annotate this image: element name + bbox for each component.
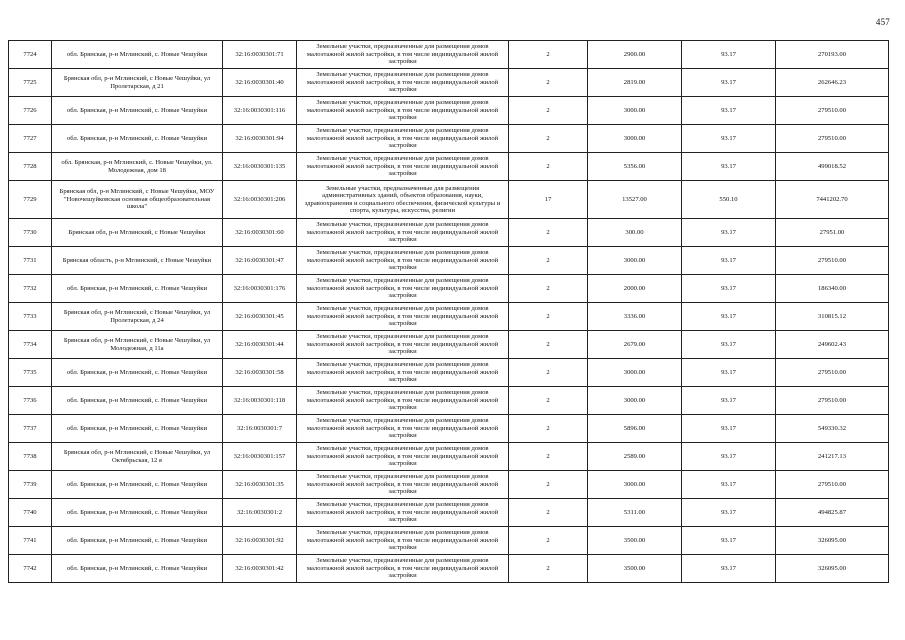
cadastral-number-cell: 32:16:0030301:118 [223,387,297,415]
address-cell: обл. Брянская, р-н Мглинский, с. Новые Чешуйки [52,527,223,555]
address-cell: обл. Брянская, р-н Мглинский, с. Новые Чешуйки, ул. Молодежная, дом 18 [52,153,223,181]
land-use-cell: Земельные участки, предназначенные для размещения домов малоэтажной жилой застройки, в том числе индивидуальной жилой застройки [297,303,509,331]
category-code-cell: 2 [509,69,588,97]
row-number-cell: 7733 [9,303,52,331]
row-number-cell: 7740 [9,499,52,527]
table-row [9,219,889,247]
row-number-cell: 7737 [9,415,52,443]
category-code-cell: 2 [509,387,588,415]
address-cell: обл. Брянская, р-н Мглинский, с. Новые Чешуйки [52,415,223,443]
category-code-cell: 2 [509,415,588,443]
specific-value-cell: 93.17 [682,41,776,69]
cadastral-number-cell: 32:16:0030301:176 [223,275,297,303]
specific-value-cell: 93.17 [682,499,776,527]
specific-value-cell: 93.17 [682,387,776,415]
area-cell: 3000.00 [588,247,682,275]
cadastral-value-cell: 499018.52 [776,153,889,181]
area-cell: 5356.00 [588,153,682,181]
cadastral-number-cell: 32:16:0030301:94 [223,125,297,153]
row-number-cell: 7732 [9,275,52,303]
table-row [9,471,889,499]
cadastral-value-cell: 262646.23 [776,69,889,97]
table-row [9,555,889,583]
category-code-cell: 2 [509,359,588,387]
cadastral-value-cell: 279510.00 [776,247,889,275]
address-cell: Брянская обл, р-н Мглинский, с Новые Чешуйки, МОУ "Новочешуйковская основная общеобразовательная школа" [52,181,223,219]
area-cell: 2589.00 [588,443,682,471]
land-use-cell: Земельные участки, предназначенные для размещения домов малоэтажной жилой застройки, в том числе индивидуальной жилой застройки [297,387,509,415]
cadastral-number-cell: 32:16:0030301:45 [223,303,297,331]
specific-value-cell: 93.17 [682,359,776,387]
table-row [9,359,889,387]
cadastral-number-cell: 32:16:0030301:157 [223,443,297,471]
cadastral-value-cell: 279510.00 [776,97,889,125]
area-cell: 5896.00 [588,415,682,443]
cadastral-value-cell: 270193.00 [776,41,889,69]
address-cell: Брянская обл, р-н Мглинский, с Новые Чешуйки [52,219,223,247]
area-cell: 13527.00 [588,181,682,219]
table-row [9,499,889,527]
table-row [9,69,889,97]
area-cell: 3000.00 [588,359,682,387]
specific-value-cell: 93.17 [682,125,776,153]
land-use-cell: Земельные участки, предназначенные для размещения домов малоэтажной жилой застройки, в том числе индивидуальной жилой застройки [297,443,509,471]
area-cell: 3500.00 [588,527,682,555]
category-code-cell: 2 [509,303,588,331]
specific-value-cell: 93.17 [682,97,776,125]
address-cell: Брянская обл, р-н Мглинский, с Новые Чешуйки, ул Октябрьская, 12 я [52,443,223,471]
specific-value-cell: 93.17 [682,415,776,443]
cadastral-number-cell: 32:16:0030301:40 [223,69,297,97]
cadastral-number-cell: 32:16:0030301:35 [223,471,297,499]
cadastral-value-cell: 27951.00 [776,219,889,247]
cadastral-value-cell: 494825.87 [776,499,889,527]
cadastral-value-cell: 326095.00 [776,555,889,583]
land-use-cell: Земельные участки, предназначенные для размещения домов малоэтажной жилой застройки, в том числе индивидуальной жилой застройки [297,331,509,359]
row-number-cell: 7726 [9,97,52,125]
category-code-cell: 2 [509,125,588,153]
cadastral-value-cell: 7441202.70 [776,181,889,219]
cadastral-value-cell: 310815.12 [776,303,889,331]
address-cell: обл. Брянская, р-н Мглинский, с. Новые Чешуйки [52,275,223,303]
area-cell: 2679.00 [588,331,682,359]
area-cell: 2900.00 [588,41,682,69]
land-use-cell: Земельные участки, предназначенные для размещения домов малоэтажной жилой застройки, в том числе индивидуальной жилой застройки [297,359,509,387]
category-code-cell: 2 [509,471,588,499]
category-code-cell: 2 [509,97,588,125]
cadastral-number-cell: 32:16:0030301:206 [223,181,297,219]
table-row [9,443,889,471]
row-number-cell: 7724 [9,41,52,69]
category-code-cell: 17 [509,181,588,219]
specific-value-cell: 93.17 [682,555,776,583]
address-cell: обл. Брянская, р-н Мглинский, с. Новые Чешуйки [52,41,223,69]
address-cell: Брянская область, р-н Мглинский, с Новые Чешуйки [52,247,223,275]
address-cell: обл. Брянская, р-н Мглинский, с. Новые Чешуйки [52,499,223,527]
specific-value-cell: 93.17 [682,69,776,97]
cadastral-value-cell: 279510.00 [776,359,889,387]
page-number: 457 [875,17,890,27]
category-code-cell: 2 [509,247,588,275]
row-number-cell: 7728 [9,153,52,181]
cadastral-number-cell: 32:16:0030301:44 [223,331,297,359]
area-cell: 2819.00 [588,69,682,97]
area-cell: 3336.00 [588,303,682,331]
row-number-cell: 7738 [9,443,52,471]
table-row [9,153,889,181]
table-body [9,41,889,583]
land-use-cell: Земельные участки, предназначенные для размещения домов малоэтажной жилой застройки, в том числе индивидуальной жилой застройки [297,69,509,97]
row-number-cell: 7742 [9,555,52,583]
area-cell: 3000.00 [588,97,682,125]
specific-value-cell: 93.17 [682,275,776,303]
category-code-cell: 2 [509,275,588,303]
category-code-cell: 2 [509,443,588,471]
area-cell: 300.00 [588,219,682,247]
cadastral-number-cell: 32:16:0030301:116 [223,97,297,125]
table-row [9,275,889,303]
category-code-cell: 2 [509,499,588,527]
area-cell: 3000.00 [588,125,682,153]
row-number-cell: 7731 [9,247,52,275]
address-cell: обл. Брянская, р-н Мглинский, с. Новые Чешуйки [52,555,223,583]
category-code-cell: 2 [509,219,588,247]
category-code-cell: 2 [509,555,588,583]
land-use-cell: Земельные участки, предназначенные для размещения домов малоэтажной жилой застройки, в том числе индивидуальной жилой застройки [297,555,509,583]
cadastral-number-cell: 32:16:0030301:47 [223,247,297,275]
cadastral-value-cell: 279510.00 [776,471,889,499]
land-use-cell: Земельные участки, предназначенные для размещения административных зданий, объектов образования, науки, здравоохранения и социального обеспечения, физической культуры и спорта, культуры, искусства, религии [297,181,509,219]
specific-value-cell: 550.10 [682,181,776,219]
cadastral-value-cell: 326095.00 [776,527,889,555]
specific-value-cell: 93.17 [682,471,776,499]
row-number-cell: 7729 [9,181,52,219]
category-code-cell: 2 [509,41,588,69]
table-row [9,415,889,443]
table-row [9,387,889,415]
land-use-cell: Земельные участки, предназначенные для размещения домов малоэтажной жилой застройки, в том числе индивидуальной жилой застройки [297,415,509,443]
land-use-cell: Земельные участки, предназначенные для размещения домов малоэтажной жилой застройки, в том числе индивидуальной жилой застройки [297,219,509,247]
row-number-cell: 7727 [9,125,52,153]
cadastral-number-cell: 32:16:0030301:7 [223,415,297,443]
row-number-cell: 7725 [9,69,52,97]
cadastral-number-cell: 32:16:0030301:92 [223,527,297,555]
address-cell: обл. Брянская, р-н Мглинский, с. Новые Чешуйки [52,97,223,125]
row-number-cell: 7735 [9,359,52,387]
land-use-cell: Земельные участки, предназначенные для размещения домов малоэтажной жилой застройки, в том числе индивидуальной жилой застройки [297,471,509,499]
specific-value-cell: 93.17 [682,219,776,247]
address-cell: Брянская обл, р-н Мглинский, с Новые Чешуйки, ул Пролетарская, д 21 [52,69,223,97]
table-row [9,97,889,125]
land-use-cell: Земельные участки, предназначенные для размещения домов малоэтажной жилой застройки, в том числе индивидуальной жилой застройки [297,499,509,527]
cadastral-value-cell: 186340.00 [776,275,889,303]
land-use-cell: Земельные участки, предназначенные для размещения домов малоэтажной жилой застройки, в том числе индивидуальной жилой застройки [297,153,509,181]
cadastral-number-cell: 32:16:0030301:60 [223,219,297,247]
table-row [9,527,889,555]
row-number-cell: 7730 [9,219,52,247]
cadastral-value-cell: 279510.00 [776,387,889,415]
specific-value-cell: 93.17 [682,443,776,471]
cadastral-number-cell: 32:16:0030301:71 [223,41,297,69]
land-use-cell: Земельные участки, предназначенные для размещения домов малоэтажной жилой застройки, в том числе индивидуальной жилой застройки [297,41,509,69]
cadastral-value-cell: 249602.43 [776,331,889,359]
row-number-cell: 7741 [9,527,52,555]
cadastral-number-cell: 32:16:0030301:2 [223,499,297,527]
cadastral-number-cell: 32:16:0030301:42 [223,555,297,583]
category-code-cell: 2 [509,527,588,555]
row-number-cell: 7739 [9,471,52,499]
category-code-cell: 2 [509,153,588,181]
area-cell: 3000.00 [588,387,682,415]
area-cell: 3000.00 [588,471,682,499]
area-cell: 2000.00 [588,275,682,303]
cadastral-value-cell: 279510.00 [776,125,889,153]
address-cell: Брянская обл, р-н Мглинский, с Новые Чешуйки, ул Молодежная, д 11а [52,331,223,359]
specific-value-cell: 93.17 [682,331,776,359]
table-row [9,331,889,359]
land-use-cell: Земельные участки, предназначенные для размещения домов малоэтажной жилой застройки, в том числе индивидуальной жилой застройки [297,247,509,275]
specific-value-cell: 93.17 [682,303,776,331]
specific-value-cell: 93.17 [682,527,776,555]
cadastral-value-cell: 241217.13 [776,443,889,471]
area-cell: 3500.00 [588,555,682,583]
row-number-cell: 7736 [9,387,52,415]
table-row [9,247,889,275]
table-row [9,181,889,219]
land-use-cell: Земельные участки, предназначенные для размещения домов малоэтажной жилой застройки, в том числе индивидуальной жилой застройки [297,97,509,125]
category-code-cell: 2 [509,331,588,359]
table-row [9,125,889,153]
specific-value-cell: 93.17 [682,153,776,181]
table-row [9,303,889,331]
cadastral-value-cell: 549330.32 [776,415,889,443]
cadastral-number-cell: 32:16:0030301:58 [223,359,297,387]
land-use-cell: Земельные участки, предназначенные для размещения домов малоэтажной жилой застройки, в том числе индивидуальной жилой застройки [297,125,509,153]
specific-value-cell: 93.17 [682,247,776,275]
cadastral-value-table [8,40,889,583]
address-cell: обл. Брянская, р-н Мглинский, с. Новые Чешуйки [52,125,223,153]
land-use-cell: Земельные участки, предназначенные для размещения домов малоэтажной жилой застройки, в том числе индивидуальной жилой застройки [297,527,509,555]
land-use-cell: Земельные участки, предназначенные для размещения домов малоэтажной жилой застройки, в том числе индивидуальной жилой застройки [297,275,509,303]
cadastral-number-cell: 32:16:0030301:135 [223,153,297,181]
address-cell: обл. Брянская, р-н Мглинский, с. Новые Чешуйки [52,387,223,415]
address-cell: обл. Брянская, р-н Мглинский, с. Новые Чешуйки [52,359,223,387]
address-cell: обл. Брянская, р-н Мглинский, с. Новые Чешуйки [52,471,223,499]
row-number-cell: 7734 [9,331,52,359]
table-row [9,41,889,69]
address-cell: Брянская обл, р-н Мглинский, с Новые Чешуйки, ул Пролетарская, д 24 [52,303,223,331]
area-cell: 5311.00 [588,499,682,527]
